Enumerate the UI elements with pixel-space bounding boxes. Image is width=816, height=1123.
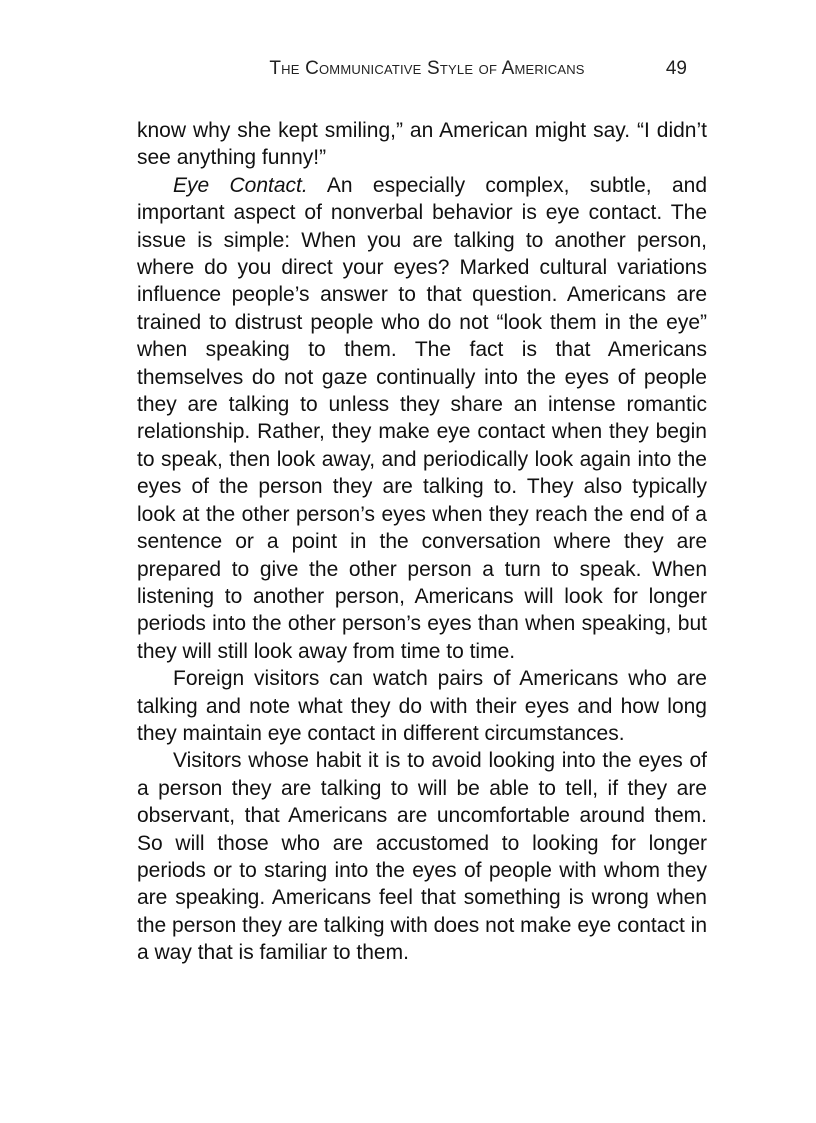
- paragraph-eye-contact: [137, 172, 707, 665]
- running-title: The Communicative Style of Americans: [269, 58, 585, 79]
- paragraph-eye-contact-text: An especially complex, subtle, and important aspect of nonverbal behavior is eye contact. The issue is simple: When you are talking to another person, where do you direct your eyes? Marked cultural variations influence people’s answer to that question. Americans are trained to distrust people who do not “look them in the eye” when speaking to them. The fact is that Americans themselves do not gaze continually into the eyes of people they are talking to unless they share an intense romantic relationship. Rather, they make eye contact when they begin to speak, then look away, and periodically look again into the eyes of the person they are talking to. They also typically look at the other person’s eyes when they reach the end of a sentence or a point in the conversation where they are prepared to give the other person a turn to speak. When listening to another person, Americans will look for longer periods into the other person’s eyes than when speaking, but they will still look away from time to time.: [137, 173, 707, 663]
- running-head: [137, 58, 707, 88]
- paragraph-continuation: know why she kept smiling,” an American might say. “I didn’t see anything funny!”: [137, 119, 707, 170]
- body-text: [137, 117, 707, 967]
- page-number: 49: [665, 58, 687, 79]
- run-in-heading: Eye Contact.: [173, 173, 308, 197]
- paragraph-visitors-habit: Visitors whose habit it is to avoid looking into the eyes of a person they are talking to will be able to tell, if they are observant, that Americans are uncomfortable around them. So will those who are accustomed to looking for longer periods or to staring into the eyes of people with whom they are speaking. Americans feel that something is wrong when the person they are talking with does not make eye contact in a way that is familiar to them.: [137, 749, 707, 965]
- paragraph-foreign-visitors: Foreign visitors can watch pairs of Americans who are talking and note what they do with their eyes and how long they maintain eye contact in different circumstances.: [137, 667, 707, 745]
